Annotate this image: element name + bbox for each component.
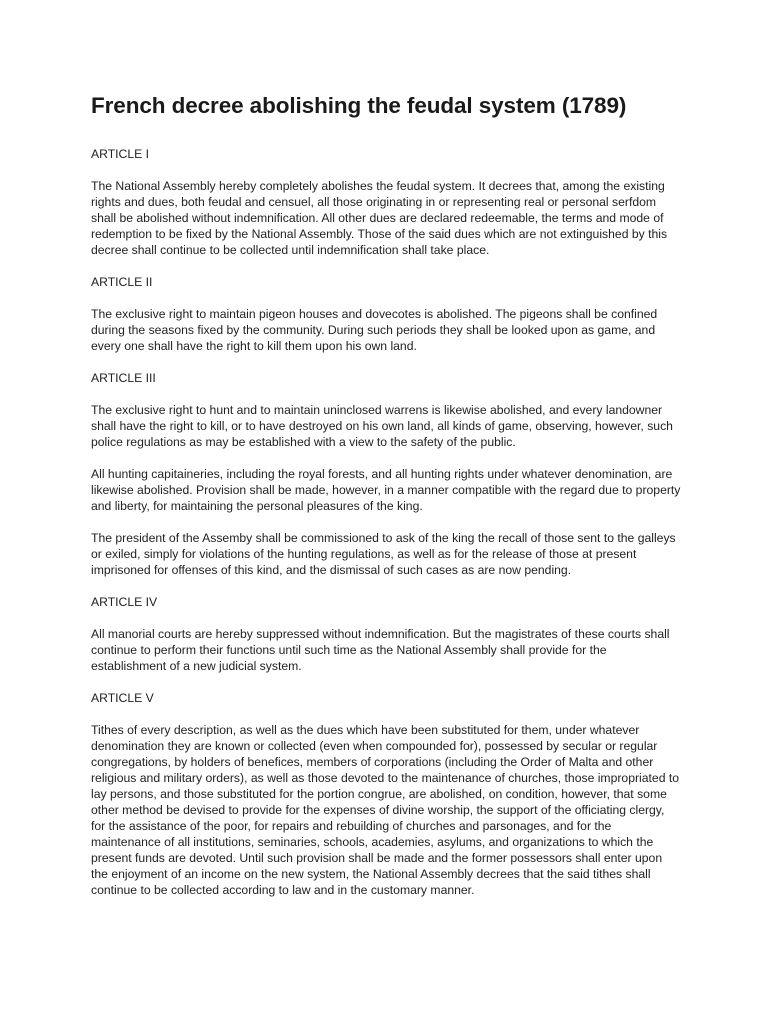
article-4-paragraph-1: All manorial courts are hereby suppressed without indemnification. But the magistrates of these courts shall continue to perform their functions until such time as the National Assembly shall provide for the establishment of a new judicial system. xyxy=(91,627,670,673)
document-body xyxy=(91,146,681,898)
article-3-paragraph-2: All hunting capitaineries, including the royal forests, and all hunting rights under whatever denomination, are likewise abolished. Provision shall be made, however, in a manner compatible with the regard due to property and liberty, for maintaining the personal pleasures of the king. xyxy=(91,467,681,513)
spacer xyxy=(91,258,681,274)
article-heading-1: ARTICLE I xyxy=(91,147,150,161)
article-heading-3: ARTICLE III xyxy=(91,371,156,385)
spacer xyxy=(91,450,681,466)
article-3-paragraph-3: The president of the Assemby shall be commissioned to ask of the king the recall of those sent to the galleys or exiled, simply for violations of the hunting regulations, as well as for the release of those at present imprisoned for offenses of this kind, and the dismissal of such cases as are now pending. xyxy=(91,531,676,577)
article-heading-2: ARTICLE II xyxy=(91,275,153,289)
article-5-paragraph-1: Tithes of every description, as well as the dues which have been substituted for them, under whatever denomination they are known or collected (even when compounded for), possessed by secular or regular congregations, by holders of benefices, members of corporations (including the Order of Malta and other religious and military orders), as well as those devoted to the maintenance of churches, those impropriated to lay persons, and those substituted for the portion congrue, are abolished, on condition, however, that some other method be devised to provide for the expenses of divine worship, the support of the officiating clergy, for the assistance of the poor, for repairs and rebuilding of churches and parsonages, and for the maintenance of all institutions, seminaries, schools, academies, asylums, and organizations to which the present funds are devoted. Until such provision shall be made and the former possessors shall enter upon the enjoyment of an income on the new system, the National Assembly decrees that the said tithes shall continue to be collected according to law and in the customary manner. xyxy=(91,723,680,897)
spacer xyxy=(91,354,681,370)
spacer xyxy=(91,610,681,626)
spacer xyxy=(91,162,681,178)
document-title: French decree abolishing the feudal system (1789) xyxy=(91,93,627,118)
article-heading-4: ARTICLE IV xyxy=(91,595,158,609)
spacer xyxy=(91,706,681,722)
article-1-paragraph-1: The National Assembly hereby completely abolishes the feudal system. It decrees that, among the existing rights and dues, both feudal and censuel, all those originating in or representing real or personal serfdom shall be abolished without indemnification. All other dues are declared redeemable, the terms and mode of redemption to be fixed by the National Assembly. Those of the said dues which are not extinguished by this decree shall continue to be collected until indemnification shall take place. xyxy=(91,179,668,257)
spacer xyxy=(91,514,681,530)
article-heading-5: ARTICLE V xyxy=(91,691,154,705)
spacer xyxy=(91,290,681,306)
spacer xyxy=(91,386,681,402)
article-2-paragraph-1: The exclusive right to maintain pigeon houses and dovecotes is abolished. The pigeons shall be confined during the seasons fixed by the community. During such periods they shall be looked upon as game, and every one shall have the right to kill them upon his own land. xyxy=(91,307,658,353)
article-3-paragraph-1: The exclusive right to hunt and to maintain uninclosed warrens is likewise abolished, and every landowner shall have the right to kill, or to have destroyed on his own land, all kinds of game, observing, however, such police regulations as may be established with a view to the safety of the public. xyxy=(91,403,673,449)
spacer xyxy=(91,674,681,690)
spacer xyxy=(91,578,681,594)
